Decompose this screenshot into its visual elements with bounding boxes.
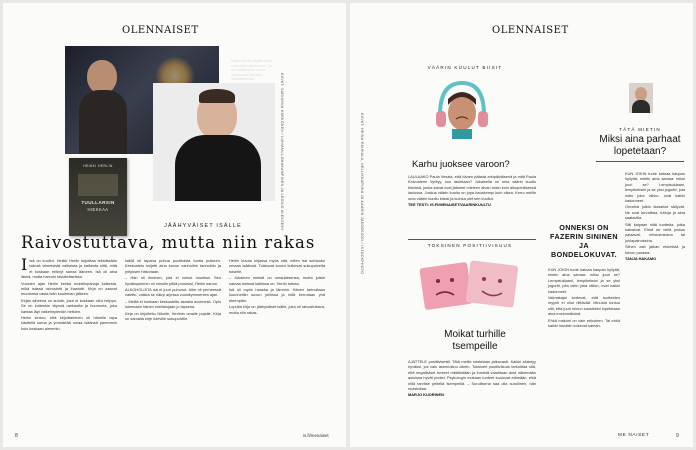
paragraph: Isä oli myös hauska ja lämmin. Hänen tarinoitaan kuunneltiin suvun juhlissa ja niitä kerrotaan yhä eteenpäin. [229, 287, 325, 303]
photo-credit: KUVAT: HEINA RAUHALA, NELLIKKAPUNA JA KAARIN JAKOBSSON / ISTOCKPHOTO [360, 113, 364, 275]
section-header: OLENNAISET [492, 25, 569, 36]
right-page [350, 3, 693, 447]
paragraph: LAULAAKO Paula Vesala, että hänen pääsisi arkipäiväisenä ja mitä Paula Koivuniemi Vyötyy, kun lauletaan? Jokaisella on oma väärin kuultu biisinsä, jonka sanat ovat jääneet mieleen aivan toisin kuin alkuperäisessä laulussa. Joskus väärin kuultu on jopa hauskempi kuin oikea. Kerro meille oma väärin kuultu biisisi ja kuinka olet sen kuullut. [408, 174, 536, 201]
paragraph: Isällä oli tapana puhua puolitoista tuntia putkeen. Keskustelu kuljetti aina suvun vanhoihin tarinoihin ja yrityksen historiaan. [125, 258, 221, 274]
article-col-3 [229, 258, 325, 316]
headline: Raivostuttava, mutta niin rakas [21, 233, 316, 252]
folio-site: is.fi/menaiset [303, 433, 329, 438]
section-header: OLENNAISET [122, 25, 199, 36]
paragraph: Kirjan aiheena on suhde, joka ei koskaan ollut helppo. Se on kuitenkin täynnä rakkautta ja huumoria, joka kantaa läpi vaikeimpienkin hetkien. [21, 297, 117, 314]
headline: Miksi aina parhaat lopetetaan? [599, 134, 681, 157]
photo-portrait-right [153, 83, 275, 201]
paragraph: Vuosien ajan Herlin keräsi muistiinpanoja kaikesta, mikä isässä raivostutti ja ihastutti. Kirja on saanut muotonsa vasta isän kuoleman jälkeen. [21, 280, 117, 297]
sad-happy-faces-icon [414, 255, 532, 313]
folio-number: 9 [676, 433, 679, 439]
story-sign: TEE TESTI: IS.FI/MENAISET/VAARINKUULTU [408, 202, 491, 208]
folio-number: 8 [15, 433, 18, 439]
photo-credit: KUVAT: SARIANNA HÄRKÖNEN / LUHMAN LOMAKAMPINEN JA LEONID ALEKSEEV [280, 73, 284, 231]
kicker: JÄÄHYVÄISET ISÄLLE [164, 223, 242, 229]
paragraph: Valmistajat kertovat, että tuotteiden myynti ei ollut riittävää. Minusta tuntuu silti, että juuri minun suosikkini lopetetaan aina ensimmäisinä. [548, 295, 620, 317]
paragraph: ALKOHOLISTA isä ei juuri puhunut. Aihe oli perheessä vaiettu, vaikka se näkyi arjessa vuosikymmenten ajan. [125, 287, 221, 298]
story-body [408, 359, 536, 399]
paragraph: Herlin kuvaa kirjassa myös sitä, miten isä suhtautui omaan isäänsä. Toistuvat kuviot kulkevat sukupolvelta toiselle. [229, 258, 325, 274]
headline: Moikat turhille tsempeille [444, 329, 506, 352]
paragraph: – Hän oli ihminen, jota ei voinut muuttaa. Sen hyväksyminen oli minulle pitkä prosessi, Herlin sanoo. [125, 275, 221, 286]
paragraph: Siihen asti jatkan etsimistä ja toivon parasta. [625, 244, 685, 255]
story-sign: MARJO KUORINEN [408, 392, 444, 398]
headphones-illustration [430, 75, 494, 139]
column-body-right [625, 171, 685, 263]
photo-caption: Heikki Herlin kirjoitti kirjan lukemalla Nikolle (vas.) ja sai edelleenkin usean "sanasalan vieraan" henkilökunnan. [231, 59, 272, 82]
book-subtitle: HIEKKAA [87, 207, 109, 212]
paragraph: Silti kaipaan niitä tuotteita, jotka katosivat. Ehkä ne vielä joskus palaavat, retroversioina tai juhlapainoksina. [625, 221, 685, 243]
story-sign: TANJA HAKAMO [625, 256, 657, 262]
story-body [408, 174, 536, 208]
kicker: VÄÄRIN KUULUT BIISIT [427, 65, 503, 70]
book-cover [69, 158, 127, 236]
book-title: TUULLARSIN [81, 200, 115, 205]
paragraph: AJATTELE positiivisesti! Tätä meille toistetaan jatkuvasti. Kaikki kääntyy hyväksi, jos vain asennoituu oikein. Toksinen positiivisuus tarkoittaa sitä, että negatiiviset tunteet mitätöidään ja ihmistä vaaditaan aina näkemään asioissa hyvät puolet. Psykologin mukaan tunteet kuuluvat elämään, eikä niitä tarvitse peitellä tsempeillä. – Surullisena saa olla surullinen, hän muistuttaa. [408, 359, 536, 392]
dropcap-para: I Isä on kuollut. Heikki Herlin kirjoittaa tekstissään isänsä viimeisistä vaiheista ja kaikesta siitä, mitä ei koskaan ehtinyt sanoa ääneen. Isä oli aina läsnä, mutta harvoin tavoitettavissa. [21, 255, 117, 280]
paragraph: Onneksi jotkin klassikot säilyvät. Ne ovat turvallisia, tuttuja ja aina saatavilla. [625, 204, 685, 221]
article-col-1 [21, 255, 117, 332]
book-author: HEIKKI HERLIN [83, 164, 113, 168]
paragraph: Ehkä makuni on vain erikoinen. Tai ehkä kaikki muutkin kokevat saman. [548, 317, 620, 329]
folio-brand: ME NAISET [618, 433, 650, 438]
headphones-icon [430, 75, 494, 139]
paragraph: – Meillä ei koskaan keskusteltu asiasta avoimesti. Opin lukemaan hänen mielialojaan jo lapsena. [125, 298, 221, 310]
column-body-left [548, 267, 620, 329]
faces-illustration [414, 255, 532, 313]
paragraph: KUN JOKIN tuote katoaa kaupan hyllyltä, mietin aina samaa: miksi juuri se? Lempisuklaani, lempikeksini ja se yksi jogurtti, jota ostin joka viikko, ovat kaikki kadonneet. [548, 267, 620, 294]
paragraph: Lopulta kirja on jäähyväiset isälle, joka oli raivostuttava, mutta niin rakas. [229, 304, 325, 315]
paragraph: Herlin kertoo, että kirjoittaminen oli hänelle tapa käsitellä surua ja ymmärtää omaa isäänsä paremmin kuin koskaan aiemmin. [21, 315, 117, 331]
pullquote: ONNEKSI ON FAZERIN SININEN JA BONDELOKUVAT. [550, 223, 618, 259]
article-col-2 [125, 258, 221, 322]
headline: Karhu juoksee varoon? [412, 159, 510, 170]
paragraph: – Jokainen meistä on omanlaisensa, mutta jotain samaa meissä kaikissa on, Herlin toteaa. [229, 275, 325, 286]
divider [408, 239, 536, 240]
portrait-author [629, 83, 653, 113]
paragraph: Kirja on kirjoitettu Nikolle, Herlinin omalle pojalle. Kirja on samalla kirje tuleville sukupolville. [125, 310, 221, 322]
left-page [3, 3, 346, 447]
kicker: TOKSINEN POSITIIVISUUS [427, 243, 513, 248]
kicker: TÄTÄ MIETIN [619, 127, 661, 132]
divider [596, 161, 684, 162]
paragraph: KUN JOKIN tuote katoaa kaupan hyllyltä, mietin aina samaa: miksi juuri se? Lempisuklaani, lempikeksini ja se yksi jogurtti, jota ostin joka viikko, ovat kaikki kadonneet. [625, 171, 685, 204]
